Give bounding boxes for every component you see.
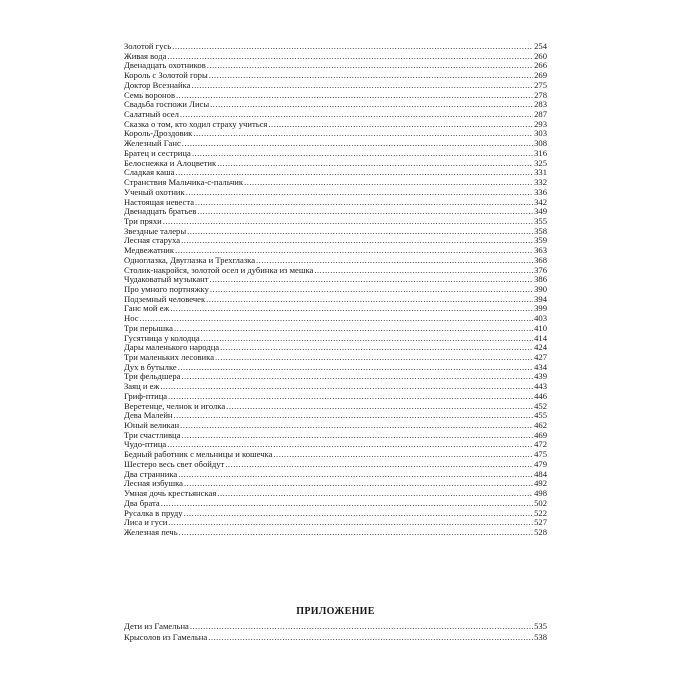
dot-leader (172, 42, 533, 52)
toc-entry (124, 479, 547, 489)
dot-leader (182, 139, 533, 149)
toc-entry-title: Король с Золотой горы (124, 71, 208, 81)
toc-entry-title: Настоящая невеста (124, 197, 195, 207)
toc-entry-page-number: 443 (534, 382, 547, 392)
toc-entry-page-number: 394 (534, 294, 547, 304)
toc-entry-page-number: 283 (534, 100, 547, 110)
toc-entry-title: Гусятница у колодца (124, 333, 200, 343)
toc-entry (124, 392, 547, 402)
dot-leader (187, 227, 533, 237)
dot-leader (161, 499, 533, 509)
toc-entry (124, 71, 547, 81)
dot-leader (225, 460, 533, 470)
toc-entry-page-number: 342 (534, 197, 547, 207)
toc-entry-title: Доктор Всезнайка (124, 80, 191, 90)
toc-entry-title: Дары маленького народца (124, 343, 220, 353)
dot-leader (168, 518, 533, 528)
dot-leader (193, 129, 533, 139)
toc-entry (124, 275, 547, 285)
dot-leader (195, 198, 533, 208)
toc-entry-page-number: 376 (534, 265, 547, 275)
dot-leader (180, 421, 533, 431)
toc-entry-page-number: 469 (534, 430, 547, 440)
toc-entry-title: Живая вода (124, 51, 167, 61)
toc-entry-page-number: 254 (534, 42, 547, 51)
toc-entry-title: Два брата (124, 498, 160, 508)
toc-entry-page-number: 325 (534, 158, 547, 168)
toc-entry-title: Шестеро весь свет обойдут (124, 459, 225, 469)
dot-leader (256, 256, 533, 266)
toc-entry-title: Сладкая каша (124, 168, 175, 178)
toc-entry (124, 509, 547, 519)
toc-entry-page-number: 522 (534, 508, 547, 518)
toc-entry (124, 314, 547, 324)
toc-entry (124, 207, 547, 217)
dot-leader (181, 372, 533, 382)
dot-leader (184, 509, 534, 519)
toc-entry (124, 81, 547, 91)
dot-leader (163, 217, 533, 227)
dot-leader (217, 159, 533, 169)
toc-entry-page-number: 331 (534, 168, 547, 178)
dot-leader (175, 246, 533, 256)
toc-entry (124, 334, 547, 344)
dot-leader (197, 207, 533, 217)
dot-leader (170, 304, 533, 314)
toc-entry-title: Двенадцать охотников (124, 61, 206, 71)
toc-entry (124, 188, 547, 198)
toc-entry-title: Юный великан (124, 421, 180, 431)
toc-entry-page-number: 336 (534, 187, 547, 197)
toc-entry-page-number: 260 (534, 51, 547, 61)
toc-entry (124, 217, 547, 227)
toc-entry-page-number: 359 (534, 236, 547, 246)
toc-entry-page-number: 358 (534, 226, 547, 236)
toc-entry-page-number: 455 (534, 411, 547, 421)
toc-entry-page-number: 363 (534, 246, 547, 256)
toc-entry (124, 343, 547, 353)
toc-entry-page-number: 303 (534, 129, 547, 139)
toc-entry-page-number: 355 (534, 216, 547, 226)
toc-entry (124, 159, 547, 169)
toc-entry (124, 518, 547, 528)
toc-entry-page-number: 410 (534, 323, 547, 333)
toc-entry-page-number: 386 (534, 275, 547, 285)
dot-leader (191, 81, 533, 91)
toc-entry (124, 363, 547, 373)
dot-leader (140, 314, 534, 324)
toc-entry (124, 499, 547, 509)
dot-leader (220, 343, 533, 353)
toc-entry-title: Золотой гусь (124, 42, 172, 51)
toc-entry-title: Странствия Мальчика-с-пальчик (124, 178, 244, 188)
toc-entry-page-number: 527 (534, 518, 547, 528)
dot-leader (174, 324, 533, 334)
dot-leader (190, 621, 533, 632)
toc-entry-title: Свадьба госпожи Лисы (124, 100, 210, 110)
toc-entry-title: Одноглазка, Двуглазка и Трехглазка (124, 255, 256, 265)
toc-entry (124, 42, 547, 52)
toc-entry (124, 236, 547, 246)
toc-entry (124, 421, 547, 431)
dot-leader (178, 363, 533, 373)
toc-entry (124, 178, 547, 188)
toc-entry (124, 460, 547, 470)
toc-entry-title: Братец и сестрица (124, 148, 191, 158)
toc-entry (124, 440, 547, 450)
toc-entry-page-number: 484 (534, 469, 547, 479)
toc-entry-title: Ученый охотник (124, 187, 185, 197)
toc-entry-page-number: 287 (534, 110, 547, 120)
toc-entry (124, 470, 547, 480)
toc-entry-title: Умная дочь крестьянская (124, 489, 217, 499)
toc-entry-title: Белоснежка и Алоцветик (124, 158, 217, 168)
dot-leader (210, 275, 534, 285)
toc-entry (124, 110, 547, 120)
toc-entry (124, 52, 547, 62)
toc-entry-title: Железная печь (124, 527, 178, 537)
toc-entry-page-number: 316 (534, 148, 547, 158)
dot-leader (244, 178, 533, 188)
dot-leader (181, 431, 533, 441)
toc-entry (124, 632, 547, 643)
toc-entry (124, 353, 547, 363)
dot-leader (176, 91, 533, 101)
toc-entry-page-number: 538 (534, 632, 547, 642)
toc-entry-page-number: 390 (534, 284, 547, 294)
toc-entry-page-number: 439 (534, 372, 547, 382)
toc-entry-title: Лесная избушка (124, 479, 183, 489)
dot-leader (215, 353, 533, 363)
toc-entry-page-number: 266 (534, 61, 547, 71)
dot-leader (192, 149, 533, 159)
toc-entry-page-number: 399 (534, 304, 547, 314)
dot-leader (167, 440, 533, 450)
toc-entry-page-number: 462 (534, 421, 547, 431)
toc-entry-page-number: 479 (534, 459, 547, 469)
toc-entry-title: Русалка в пруду (124, 508, 183, 518)
toc-entry-page-number: 472 (534, 440, 547, 450)
dot-leader (168, 392, 533, 402)
dot-leader (180, 110, 533, 120)
toc-entry-title: Три маленьких лесовика (124, 353, 215, 362)
toc-entry-title: Подземный человечек (124, 294, 206, 304)
toc-entry-title: Про умного портняжку (124, 284, 209, 294)
toc-entry (124, 227, 547, 237)
toc-entry (124, 382, 547, 392)
toc-entry (124, 129, 547, 139)
dot-leader (160, 382, 533, 392)
toc-entry-title: Чудо-птица (124, 440, 167, 450)
toc-entry-title: Заяц и еж (124, 382, 160, 392)
toc-entry (124, 411, 547, 421)
toc-entry (124, 149, 547, 159)
toc-entry-page-number: 492 (534, 479, 547, 489)
dot-leader (167, 52, 533, 62)
dot-leader (201, 334, 533, 344)
toc-entry (124, 324, 547, 334)
toc-entry-title: Бедный работник с мельницы и кошечка (124, 450, 273, 460)
toc-entry (124, 304, 547, 314)
dot-leader (208, 632, 533, 643)
toc-entry (124, 256, 547, 266)
dot-leader (179, 528, 533, 538)
dot-leader (181, 236, 533, 246)
toc-entry-title: Два странника (124, 469, 178, 479)
toc-entry (124, 198, 547, 208)
toc-entry-title: Двенадцать братьев (124, 207, 197, 217)
dot-leader (209, 71, 533, 81)
toc-entry-page-number: 293 (534, 119, 547, 129)
toc-entry-title: Дух в бутылке (124, 362, 177, 372)
toc-entry (124, 489, 547, 499)
toc-entry-page-number: 368 (534, 255, 547, 265)
dot-leader (217, 489, 533, 499)
toc-entry-page-number: 414 (534, 333, 547, 343)
toc-entry (124, 402, 547, 412)
dot-leader (178, 470, 533, 480)
toc-entry-title: Три перышка (124, 323, 173, 333)
toc-entry-title: Веретенце, челнок и иголка (124, 401, 226, 411)
toc-entry (124, 139, 547, 149)
toc-entry-page-number: 403 (534, 314, 547, 324)
toc-entry (124, 450, 547, 460)
toc-entry (124, 246, 547, 256)
dot-leader (273, 450, 533, 460)
toc-entry-page-number: 427 (534, 353, 547, 362)
toc-entry-page-number: 332 (534, 178, 547, 188)
dot-leader (210, 285, 533, 295)
toc-entry-title: Дети из Гамельна (124, 621, 189, 631)
toc-entry (124, 285, 547, 295)
toc-entry (124, 372, 547, 382)
toc-entry-title: Чудаковатый музыкант (124, 275, 209, 285)
toc-entry-page-number: 275 (534, 80, 547, 90)
toc-entry (124, 295, 547, 305)
toc-entry-title: Звездные талеры (124, 226, 187, 236)
toc-entry-page-number: 498 (534, 489, 547, 499)
toc-entry-title: Лесная старуха (124, 236, 181, 246)
dot-leader (226, 402, 533, 412)
toc-entry-title: Лиса и гуси (124, 518, 168, 528)
appendix-list (124, 621, 547, 643)
toc-entry-page-number: 528 (534, 527, 547, 537)
toc-entry-page-number: 446 (534, 391, 547, 401)
toc-entry-title: Нос (124, 314, 139, 324)
toc-entry-title: Столик-накройся, золотой осел и дубинка из мешка (124, 265, 314, 275)
dot-leader (268, 120, 533, 130)
dot-leader (314, 266, 533, 276)
toc-entry-page-number: 269 (534, 71, 547, 81)
toc-entry-title: Три пряхи (124, 216, 162, 226)
toc-entry (124, 266, 547, 276)
toc-entry-title: Сказка о том, кто ходил страху учиться (124, 119, 268, 129)
toc-entry-page-number: 434 (534, 362, 547, 372)
toc-entry-page-number: 535 (534, 621, 547, 631)
appendix-heading: ПРИЛОЖЕНИЕ (296, 606, 375, 617)
toc-entry-page-number: 308 (534, 139, 547, 149)
toc-entry (124, 431, 547, 441)
table-of-contents (124, 42, 547, 538)
toc-entry-title: Крысолов из Гамельна (124, 632, 208, 642)
toc-entry-page-number: 452 (534, 401, 547, 411)
toc-entry (124, 621, 547, 632)
toc-entry-page-number: 349 (534, 207, 547, 217)
toc-entry-page-number: 424 (534, 343, 547, 353)
toc-entry (124, 528, 547, 538)
toc-entry-page-number: 502 (534, 498, 547, 508)
dot-leader (174, 411, 534, 421)
toc-entry-page-number: 278 (534, 90, 547, 100)
toc-entry-title: Дева Малейн (124, 411, 173, 421)
dot-leader (186, 188, 533, 198)
toc-entry-title: Три фельдшера (124, 372, 181, 382)
toc-entry (124, 100, 547, 110)
toc-entry-title: Три счастливца (124, 430, 181, 440)
toc-entry (124, 120, 547, 130)
dot-leader (206, 295, 533, 305)
dot-leader (175, 168, 533, 178)
dot-leader (184, 479, 533, 489)
toc-entry-title: Король-Дроздовик (124, 129, 193, 139)
toc-entry (124, 168, 547, 178)
toc-entry-title: Семь воронов (124, 90, 176, 100)
dot-leader (210, 100, 533, 110)
toc-entry-page-number: 475 (534, 450, 547, 460)
toc-entry-title: Железный Ганс (124, 139, 181, 149)
toc-entry-title: Гриф-птица (124, 391, 168, 401)
toc-entry-title: Салатный осел (124, 110, 179, 120)
toc-entry (124, 61, 547, 71)
dot-leader (207, 61, 533, 71)
toc-entry-title: Медвежатник (124, 246, 175, 256)
toc-entry-title: Ганс мой еж (124, 304, 170, 314)
toc-entry (124, 91, 547, 101)
